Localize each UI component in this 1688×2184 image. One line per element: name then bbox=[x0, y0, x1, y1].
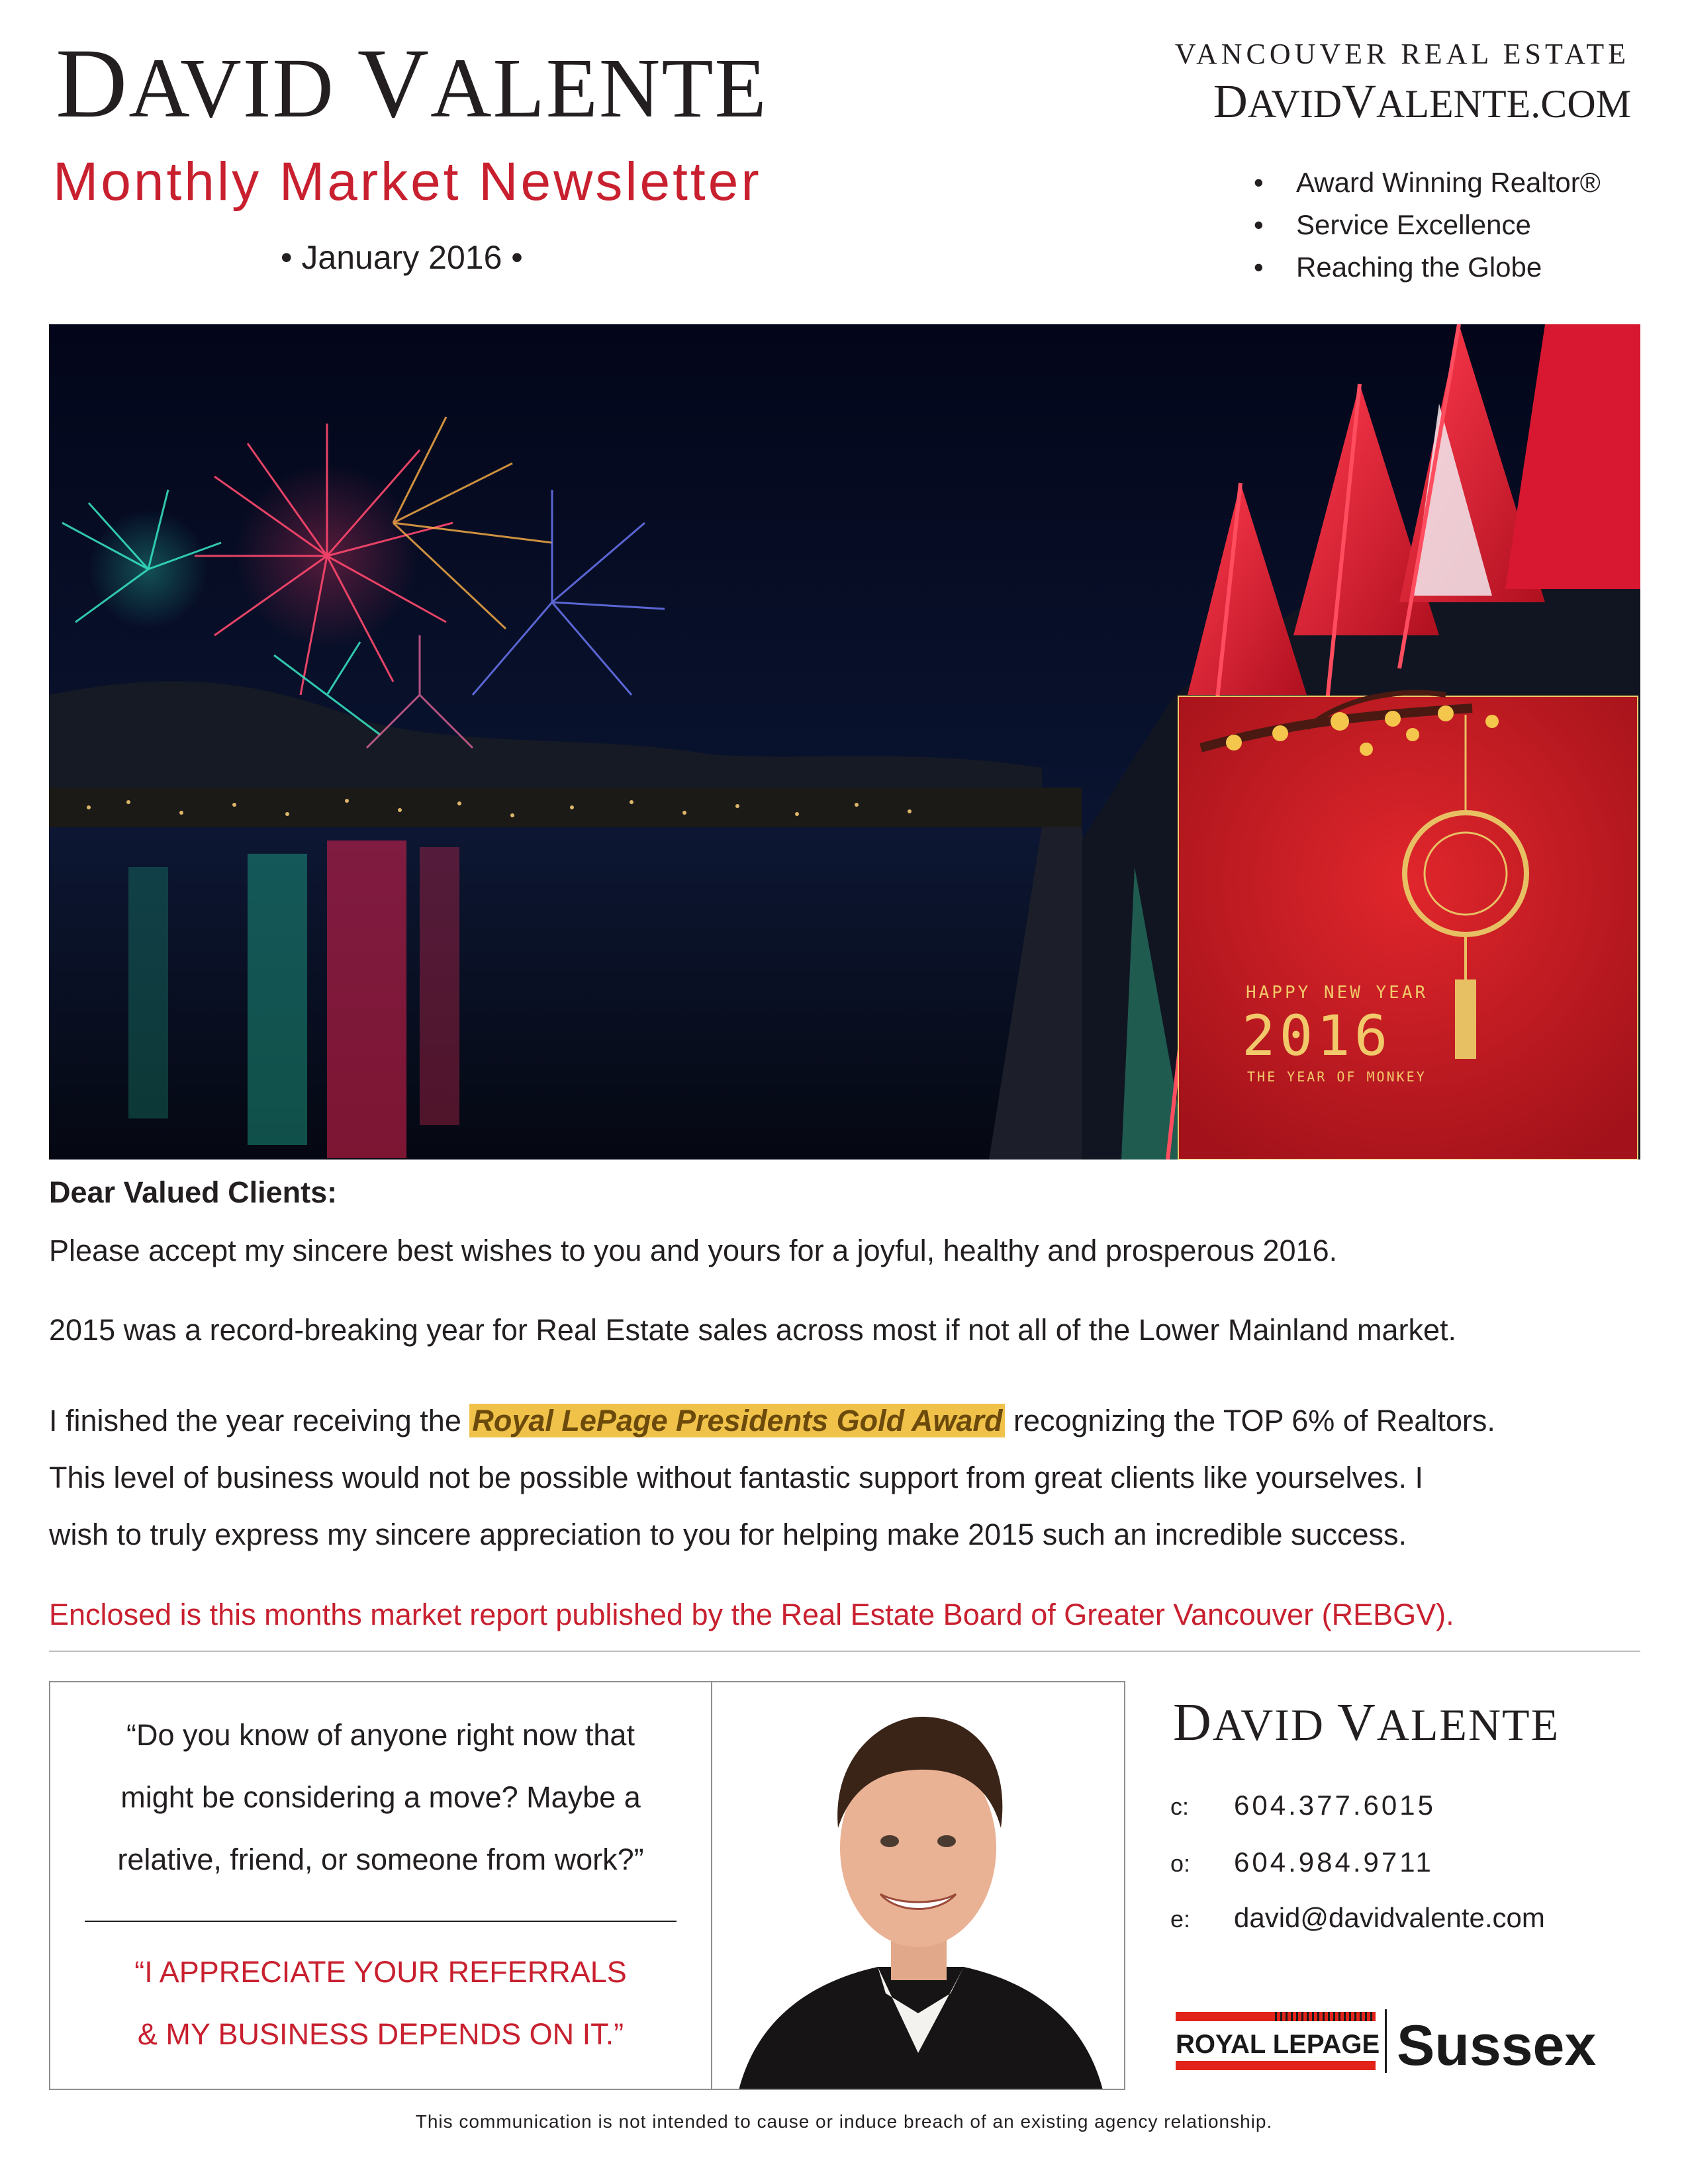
referral-line: & MY BUSINESS DEPENDS ON IT.” bbox=[137, 2017, 624, 2051]
royal-lepage-sussex-logo bbox=[1176, 2009, 1597, 2075]
disclaimer: This communication is not intended to cause or induce breach of an existing agency relationship. bbox=[415, 2111, 1273, 2132]
highlights-list bbox=[1254, 161, 1601, 289]
website-link[interactable]: DAVIDVALENTE.COM bbox=[1213, 75, 1631, 128]
highlight-item: • Award Winning Realtor® bbox=[1254, 161, 1601, 204]
royal-lepage-wordmark: ROYAL LEPAGE bbox=[1176, 2030, 1380, 2059]
hero-image bbox=[49, 324, 1640, 1160]
letter-paragraph bbox=[49, 1392, 1495, 1563]
quote-line: might be considering a move? Maybe a bbox=[120, 1780, 641, 1814]
newsletter-title: Monthly Market Newsletter bbox=[53, 152, 762, 212]
paragraph-line: wish to truly express my sincere appreciation to you for helping make 2015 such an incredible success. bbox=[49, 1518, 1407, 1551]
new-year-card bbox=[1178, 693, 1638, 1160]
paragraph-line: I finished the year receiving the Royal LePage Presidents Gold Award recognizing the TOP 6% of Realtors. bbox=[49, 1404, 1495, 1437]
highlight-item: • Service Excellence bbox=[1254, 204, 1601, 246]
sussex-wordmark: Sussex bbox=[1397, 2014, 1597, 2075]
enclosed-note: Enclosed is this months market report published by the Real Estate Board of Greater Vancouver (REBGV). bbox=[49, 1598, 1454, 1631]
referral-line: “I APPRECIATE YOUR REFERRALS bbox=[134, 1955, 627, 1989]
card-subtitle: THE YEAR OF MONKEY bbox=[1247, 1069, 1427, 1085]
divider bbox=[49, 1651, 1640, 1652]
brand-name: DAVID VALENTE bbox=[56, 28, 768, 138]
letter-greeting: Dear Valued Clients: bbox=[49, 1175, 338, 1209]
agent-portrait bbox=[712, 1682, 1124, 2090]
quote-divider bbox=[85, 1921, 677, 1922]
office-phone[interactable]: o: 604.984.9711 bbox=[1170, 1846, 1434, 1878]
quote-line: relative, friend, or someone from work?” bbox=[117, 1843, 644, 1876]
paragraph-line: This level of business would not be possible without fantastic support from great clients like yourselves. I bbox=[49, 1461, 1424, 1494]
card-greeting: HAPPY NEW YEAR bbox=[1246, 983, 1429, 1003]
card-year: 2016 bbox=[1242, 1003, 1392, 1068]
issue-date: • January 2016 • bbox=[281, 239, 523, 276]
cell-phone[interactable]: c: 604.377.6015 bbox=[1170, 1790, 1436, 1821]
letter-paragraph: Please accept my sincere best wishes to you and yours for a joyful, healthy and prosperous 2016. bbox=[49, 1234, 1338, 1267]
agent-photo bbox=[712, 1681, 1125, 2090]
quote-line: “Do you know of anyone right now that bbox=[126, 1718, 635, 1752]
letter-paragraph: 2015 was a record-breaking year for Real Estate sales across most if not all of the Lower Mainland market. bbox=[49, 1313, 1457, 1347]
award-highlight: Royal LePage Presidents Gold Award bbox=[469, 1404, 1005, 1437]
highlight-item: • Reaching the Globe bbox=[1254, 246, 1601, 289]
region-tagline: VANCOUVER REAL ESTATE bbox=[1174, 38, 1630, 70]
brokerage-logo bbox=[1176, 2009, 1597, 2075]
email-link[interactable]: e: david@davidvalente.com bbox=[1170, 1902, 1545, 1933]
fireworks-harbour-illustration bbox=[49, 324, 1640, 1160]
agent-name: DAVID VALENTE bbox=[1173, 1694, 1560, 1752]
